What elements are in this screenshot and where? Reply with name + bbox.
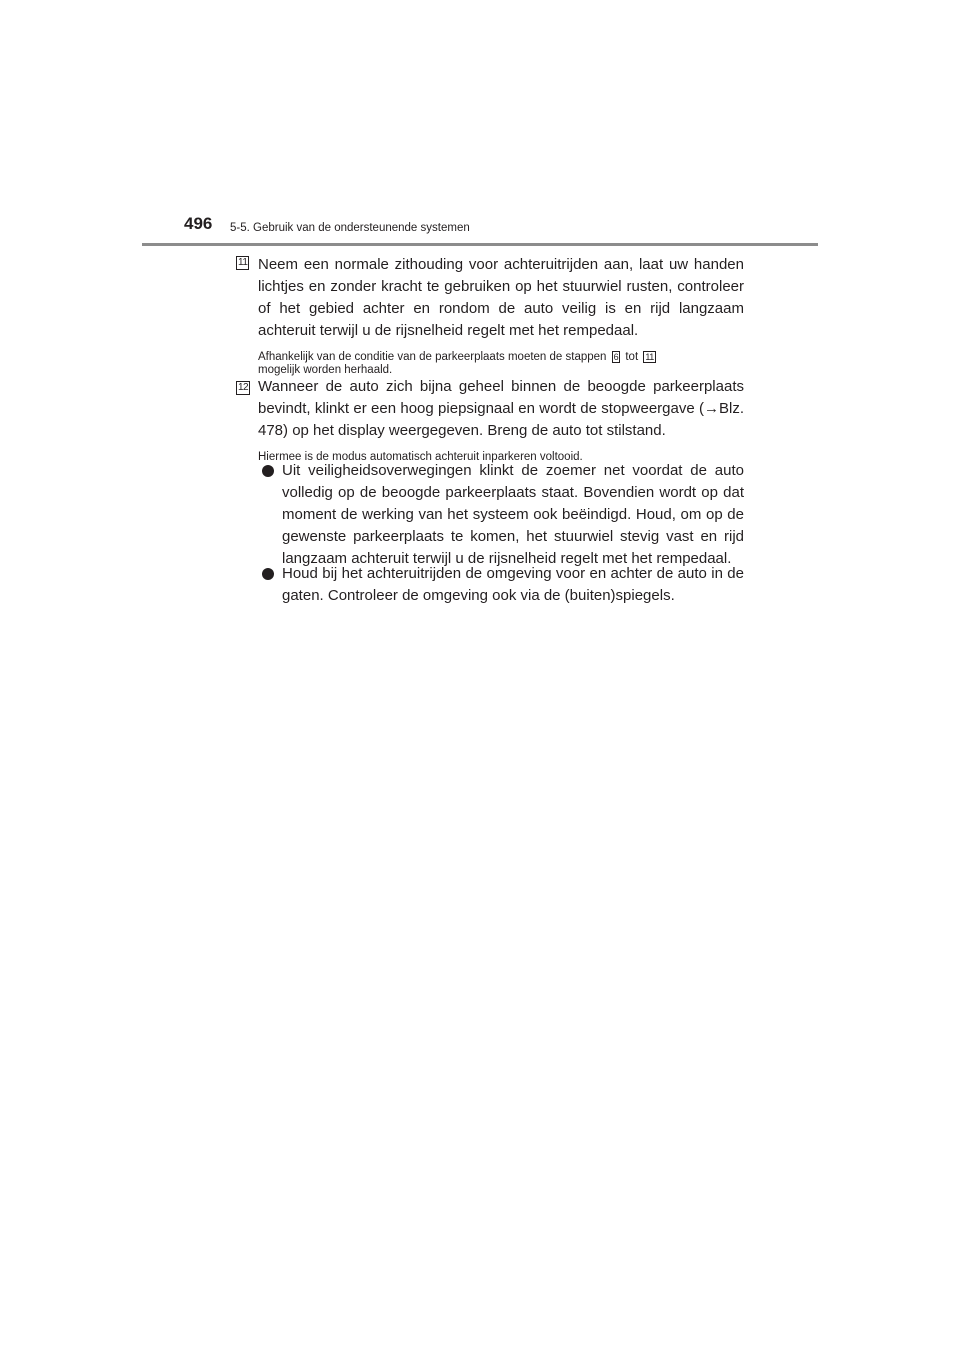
header-rule [142,243,818,246]
step-badge: 11 [238,257,248,268]
step-note [258,351,744,376]
step-text: Wanneer de auto zich bijna geheel binnen de beoogde parkeerplaats bevindt, klinkt er een hoog piepsignaal en wordt de stopweergave (→Blz. 478) op het display weergegeven. Breng de auto tot stilstand. [258,378,744,439]
bullet-dot-icon [262,568,274,580]
bullet-text: Houd bij het achteruitrijden de omgeving voor en achter de auto in de gaten. Controleer de omgeving ook via de (buiten)spiegels. [282,565,744,604]
bullet-text: Uit veiligheidsoverwegingen klinkt de zoemer net voordat de auto volledig op de beoogde parkeerplaats staat. Bovendien wordt op dat moment de werking van het systeem ook beëindigd. Houd, om op de gewenste parkeerplaats te komen, het stuurwiel stevig vast en rijd langzaam achteruit terwijl u de rijsnelheid regelt met het rempedaal. [282,462,744,567]
page-number: 496 [184,214,213,233]
step-note: Hiermee is de modus automatisch achteruit inparkeren voltooid. [258,451,583,463]
note-text: Afhankelijk van de conditie van de parkeerplaats moeten de stappen [258,351,607,363]
step-block [258,254,744,376]
step-reference-badge: 6 [613,352,619,362]
step-text: Neem een normale zithouding voor achteruitrijden aan, laat uw handen lichtjes en zonder kracht te gebruiken op het stuurwiel rusten, controleer of het gebied achter en rondom de auto veilig is en rijd langzaam achteruit terwijl u de rijsnelheid regelt met het rempedaal. [258,256,744,339]
section-title: 5-5. Gebruik van de ondersteunende systemen [230,222,470,234]
step-reference-badge: 11 [645,352,654,362]
bullet-dot-icon [262,465,274,477]
step-block [258,376,744,464]
note-text: tot [625,351,639,363]
step-badge: 12 [238,382,249,393]
note-text: mogelijk worden herhaald. [258,363,393,376]
